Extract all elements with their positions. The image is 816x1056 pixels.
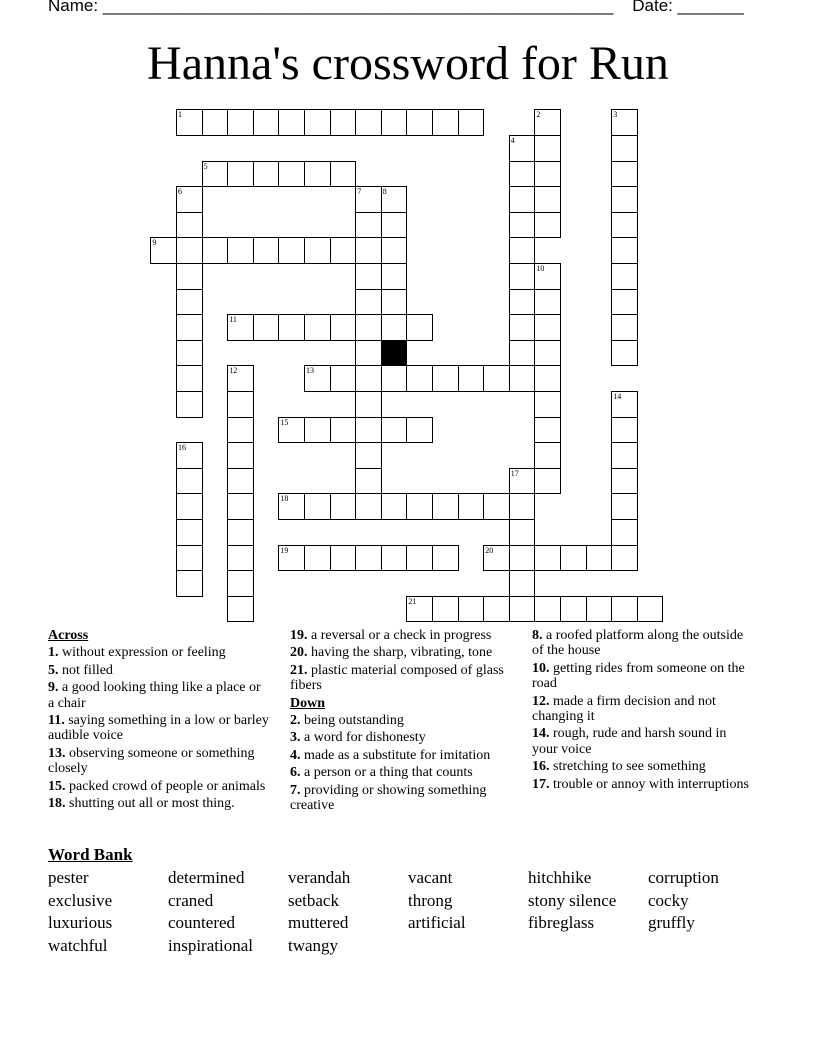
clue-number-label: 10. — [532, 660, 550, 676]
grid-cell[interactable] — [611, 519, 638, 546]
clue-text: plastic material composed of glass fibers — [290, 662, 504, 694]
word-bank-word: pester — [48, 868, 89, 887]
grid-cell[interactable] — [509, 493, 536, 520]
clue-number: 14 — [613, 392, 622, 401]
grid-cell[interactable] — [381, 263, 408, 290]
clue-number: 2 — [536, 110, 541, 120]
word-bank-word: corruption — [648, 868, 719, 887]
across-clue — [290, 628, 512, 643]
down-clue — [532, 726, 754, 757]
grid-cell[interactable] — [611, 109, 638, 136]
grid-cell[interactable] — [509, 237, 536, 264]
grid-cell[interactable] — [534, 314, 561, 341]
grid-cell[interactable] — [330, 365, 357, 392]
clue-number: 8 — [382, 187, 387, 197]
grid-cell[interactable] — [534, 263, 561, 290]
grid-cell[interactable] — [227, 519, 254, 546]
grid-cell[interactable] — [406, 596, 433, 623]
across-heading: Across — [48, 628, 89, 643]
grid-cell[interactable] — [534, 417, 561, 444]
down-clue — [532, 661, 754, 692]
grid-cell[interactable] — [381, 109, 408, 136]
grid-cell[interactable] — [381, 417, 408, 444]
grid-cell[interactable] — [355, 237, 382, 264]
clue-number: 21 — [408, 596, 417, 606]
grid-cell[interactable] — [509, 212, 536, 239]
clue-number-label: 12. — [532, 693, 550, 709]
word-bank-word: cocky — [648, 890, 689, 910]
grid-cell[interactable] — [355, 263, 382, 290]
grid-cell[interactable] — [176, 314, 203, 341]
clue-number: 4 — [510, 136, 515, 145]
clue-number-label: 18. — [48, 796, 66, 812]
word-bank-word: gruffly — [648, 913, 695, 933]
grid-cell[interactable] — [534, 468, 561, 495]
word-bank-title: Word Bank — [48, 845, 133, 864]
clue-text: observing someone or something closely — [48, 745, 255, 777]
grid-cell[interactable] — [509, 314, 536, 341]
grid-cell[interactable] — [611, 237, 638, 264]
grid-cell[interactable] — [509, 545, 536, 572]
grid-cell[interactable] — [534, 109, 561, 136]
grid-cell[interactable] — [227, 237, 254, 264]
clue-number-label: 5. — [48, 662, 59, 678]
grid-cell[interactable] — [509, 596, 536, 623]
clues-column-3 — [532, 628, 754, 794]
grid-cell[interactable] — [278, 417, 305, 444]
down-clue — [290, 713, 512, 728]
grid-cell[interactable] — [406, 109, 433, 136]
clue-number-label: 17. — [532, 776, 550, 792]
grid-cell[interactable] — [509, 135, 536, 162]
grid-cell[interactable] — [381, 493, 408, 520]
clue-text: made as a substitute for imitation — [300, 747, 491, 763]
grid-cell[interactable] — [304, 545, 331, 572]
grid-cell[interactable] — [381, 289, 408, 316]
grid-cell[interactable] — [509, 570, 536, 597]
grid-cell[interactable] — [509, 468, 536, 495]
page-title: Hanna's crossword for Run — [147, 37, 669, 90]
across-clue — [48, 680, 270, 711]
grid-cell[interactable] — [176, 545, 203, 572]
grid-cell[interactable] — [637, 596, 664, 623]
grid-cell[interactable] — [355, 109, 382, 136]
grid-cell[interactable] — [304, 237, 331, 264]
grid-cell[interactable] — [483, 596, 510, 623]
grid-cell[interactable] — [227, 391, 254, 418]
clue-number-label: 8. — [532, 628, 543, 643]
grid-cell[interactable] — [202, 109, 229, 136]
grid-cell[interactable] — [330, 314, 357, 341]
word-bank-word: watchful — [48, 935, 108, 955]
grid-cell[interactable] — [483, 493, 510, 520]
clue-number-label: 13. — [48, 745, 66, 761]
word-bank-word: exclusive — [48, 890, 113, 910]
grid-cell[interactable] — [560, 545, 587, 572]
word-bank-word: hitchhike — [528, 868, 592, 887]
grid-cell[interactable] — [355, 314, 382, 341]
grid-cell[interactable] — [509, 263, 536, 290]
grid-cell[interactable] — [355, 468, 382, 495]
down-clue — [290, 748, 512, 763]
grid-cell[interactable] — [381, 545, 408, 572]
grid-cell[interactable] — [227, 442, 254, 469]
grid-cell[interactable] — [611, 161, 638, 188]
grid-cell[interactable] — [611, 186, 638, 213]
grid-cell[interactable] — [534, 340, 561, 367]
down-clue — [290, 730, 512, 745]
grid-cell[interactable] — [534, 289, 561, 316]
clue-number: 6 — [178, 187, 182, 197]
grid-cell[interactable] — [611, 468, 638, 495]
grid-cell[interactable] — [176, 263, 203, 290]
grid-cell[interactable] — [534, 545, 561, 572]
clue-number-label: 16. — [532, 759, 550, 775]
grid-cell[interactable] — [176, 289, 203, 316]
grid-cell[interactable] — [304, 161, 331, 188]
grid-cell[interactable] — [432, 545, 459, 572]
clue-number-label: 1. — [48, 645, 59, 661]
down-clue — [532, 694, 754, 725]
clue-text: providing or showing something creative — [290, 782, 487, 814]
grid-cell[interactable] — [611, 212, 638, 239]
grid-cell[interactable] — [176, 570, 203, 597]
clue-number: 12 — [229, 366, 238, 376]
grid-cell[interactable] — [253, 237, 280, 264]
grid-cell[interactable] — [406, 417, 433, 444]
clue-text: without expression or feeling — [58, 645, 226, 661]
across-clue — [48, 746, 270, 777]
grid-cell[interactable] — [278, 161, 305, 188]
clue-number-label: 3. — [290, 730, 301, 746]
word-bank-word: countered — [168, 913, 236, 933]
grid-cell[interactable] — [483, 545, 510, 572]
grid-cell[interactable] — [483, 365, 510, 392]
clue-number: 5 — [203, 161, 208, 171]
grid-cell[interactable] — [227, 417, 254, 444]
grid-cell[interactable] — [406, 545, 433, 572]
grid-cell[interactable] — [509, 519, 536, 546]
grid-cell[interactable] — [586, 596, 613, 623]
grid-cell[interactable] — [227, 545, 254, 572]
grid-cell[interactable] — [227, 365, 254, 392]
grid-cell[interactable] — [355, 186, 382, 213]
grid-cell[interactable] — [611, 493, 638, 520]
grid-cell[interactable] — [381, 237, 408, 264]
clue-text: shutting out all or most thing. — [65, 796, 235, 812]
clue-text: a reversal or a check in progress — [307, 628, 492, 643]
grid-cell[interactable] — [509, 161, 536, 188]
grid-cell[interactable] — [432, 596, 459, 623]
across-clue — [290, 663, 512, 694]
clue-number-label: 4. — [290, 747, 301, 763]
across-clue — [48, 663, 270, 678]
grid-cell[interactable] — [355, 442, 382, 469]
word-bank-word: verandah — [288, 868, 351, 887]
grid-cell[interactable] — [355, 545, 382, 572]
grid-cell[interactable] — [176, 365, 203, 392]
grid-cell[interactable] — [509, 365, 536, 392]
clue-number: 19 — [280, 545, 289, 555]
word-bank-word: stony silence — [528, 890, 617, 910]
grid-cell[interactable] — [355, 365, 382, 392]
grid-cell[interactable] — [278, 109, 305, 136]
clue-text: getting rides from someone on the road — [532, 660, 745, 692]
clue-text: rough, rude and harsh sound in your voice — [532, 726, 727, 757]
black-cell — [381, 340, 408, 367]
word-bank-word: setback — [288, 890, 339, 910]
grid-cell[interactable] — [611, 340, 638, 367]
grid-cell[interactable] — [278, 314, 305, 341]
grid-cell[interactable] — [176, 340, 203, 367]
grid-cell[interactable] — [406, 365, 433, 392]
grid-cell[interactable] — [304, 365, 331, 392]
down-heading: Down — [290, 695, 326, 711]
down-clue — [290, 765, 512, 780]
grid-cell[interactable] — [534, 442, 561, 469]
grid-cell[interactable] — [381, 212, 408, 239]
grid-cell[interactable] — [330, 161, 357, 188]
grid-cell[interactable] — [227, 596, 254, 623]
grid-cell[interactable] — [381, 365, 408, 392]
grid-cell[interactable] — [330, 493, 357, 520]
grid-cell[interactable] — [355, 289, 382, 316]
clue-number-label: 6. — [290, 765, 301, 781]
grid-cell[interactable] — [406, 314, 433, 341]
word-bank-word: artificial — [408, 913, 466, 933]
grid-cell[interactable] — [586, 545, 613, 572]
grid-cell[interactable] — [304, 493, 331, 520]
word-bank-word: muttered — [288, 913, 349, 933]
grid-cell[interactable] — [509, 186, 536, 213]
clue-number-label: 9. — [48, 680, 59, 696]
clue-text: a good looking thing like a place or a chair — [48, 680, 261, 711]
grid-cell[interactable] — [176, 468, 203, 495]
down-clue — [532, 759, 754, 774]
grid-cell[interactable] — [176, 109, 203, 136]
grid-cell[interactable] — [355, 417, 382, 444]
clues-column-1 — [48, 628, 270, 813]
grid-cell[interactable] — [227, 109, 254, 136]
down-clue — [532, 628, 754, 659]
grid-cell[interactable] — [509, 289, 536, 316]
grid-cell[interactable] — [534, 135, 561, 162]
grid-cell[interactable] — [611, 596, 638, 623]
clue-text: saying something in a low or barley audible voice — [48, 713, 269, 744]
grid-cell[interactable] — [176, 186, 203, 213]
clue-number: 16 — [178, 443, 186, 453]
grid-cell[interactable] — [534, 186, 561, 213]
grid-cell[interactable] — [611, 442, 638, 469]
grid-cell[interactable] — [304, 109, 331, 136]
clue-text: a person or a thing that counts — [300, 765, 473, 781]
clue-number: 1 — [178, 110, 182, 120]
grid-cell[interactable] — [330, 545, 357, 572]
grid-cell[interactable] — [534, 596, 561, 623]
clue-text: packed crowd of people or animals — [65, 778, 266, 794]
grid-cell[interactable] — [150, 237, 177, 264]
grid-cell[interactable] — [458, 365, 485, 392]
across-clue — [48, 713, 270, 744]
grid-cell[interactable] — [304, 417, 331, 444]
across-clue — [290, 645, 512, 660]
grid-cell[interactable] — [534, 161, 561, 188]
grid-cell[interactable] — [432, 365, 459, 392]
clue-number-label: 14. — [532, 726, 550, 742]
grid-cell[interactable] — [611, 391, 638, 418]
word-bank-word: throng — [408, 890, 453, 910]
clue-number: 9 — [152, 238, 157, 248]
grid-cell[interactable] — [253, 109, 280, 136]
clue-number-label: 20. — [290, 645, 308, 661]
grid-cell[interactable] — [227, 468, 254, 495]
grid-cell[interactable] — [355, 340, 382, 367]
word-bank-word: craned — [168, 890, 214, 910]
grid-cell[interactable] — [458, 596, 485, 623]
grid-cell[interactable] — [432, 493, 459, 520]
grid-cell[interactable] — [253, 161, 280, 188]
clue-text: not filled — [58, 662, 113, 678]
clue-number: 10 — [536, 264, 545, 273]
grid-cell[interactable] — [534, 391, 561, 418]
down-clue — [532, 777, 754, 792]
grid-cell[interactable] — [227, 314, 254, 341]
grid-cell[interactable] — [534, 212, 561, 239]
word-bank-word: luxurious — [48, 913, 113, 933]
clue-number: 17 — [510, 468, 519, 478]
grid-cell[interactable] — [458, 109, 485, 136]
grid-cell[interactable] — [330, 109, 357, 136]
word-bank — [48, 867, 768, 963]
clue-number: 7 — [357, 187, 362, 197]
grid-cell[interactable] — [227, 493, 254, 520]
clues-column-2 — [290, 628, 512, 815]
clue-text: being outstanding — [300, 713, 404, 729]
clue-text: a word for dishonesty — [300, 730, 426, 746]
grid-cell[interactable] — [509, 340, 536, 367]
across-clue — [48, 779, 270, 794]
clue-number-label: 7. — [290, 782, 301, 798]
grid-cell[interactable] — [227, 570, 254, 597]
clue-number-label: 2. — [290, 713, 301, 729]
grid-cell[interactable] — [330, 237, 357, 264]
across-clue — [48, 645, 270, 660]
clue-number: 18 — [280, 494, 289, 504]
grid-cell[interactable] — [278, 493, 305, 520]
grid-cell[interactable] — [355, 212, 382, 239]
grid-cell[interactable] — [202, 161, 229, 188]
clue-text: stretching to see something — [549, 759, 706, 775]
grid-cell[interactable] — [202, 237, 229, 264]
grid-cell[interactable] — [176, 519, 203, 546]
grid-cell[interactable] — [355, 493, 382, 520]
grid-cell[interactable] — [176, 237, 203, 264]
grid-cell[interactable] — [381, 186, 408, 213]
clue-text: trouble or annoy with interruptions — [549, 776, 749, 792]
clue-number: 11 — [229, 315, 237, 325]
clue-text: a roofed platform along the outside of the house — [532, 628, 744, 659]
grid-cell[interactable] — [253, 314, 280, 341]
grid-cell[interactable] — [611, 263, 638, 290]
clue-number-label: 21. — [290, 662, 308, 678]
grid-cell[interactable] — [176, 391, 203, 418]
word-bank-word: inspirational — [168, 935, 253, 955]
word-bank-word: twangy — [288, 935, 339, 955]
grid-cell[interactable] — [432, 109, 459, 136]
grid-cell[interactable] — [611, 314, 638, 341]
clue-number-label: 11. — [48, 713, 65, 729]
grid-cell[interactable] — [611, 289, 638, 316]
grid-cell[interactable] — [534, 365, 561, 392]
clue-number-label: 15. — [48, 778, 66, 794]
grid-cell[interactable] — [611, 417, 638, 444]
word-bank-word: determined — [168, 868, 245, 887]
name-date-line: Name: ______________________________________________________ Date: _______ — [48, 0, 744, 15]
grid-cell[interactable] — [227, 161, 254, 188]
word-bank-word: vacant — [408, 868, 453, 887]
grid-cell[interactable] — [176, 442, 203, 469]
grid-cell[interactable] — [330, 417, 357, 444]
grid-cell[interactable] — [278, 237, 305, 264]
down-clue — [290, 783, 512, 814]
grid-cell[interactable] — [381, 314, 408, 341]
grid-cell[interactable] — [176, 212, 203, 239]
clue-number: 13 — [306, 366, 314, 376]
clue-text: having the sharp, vibrating, tone — [307, 645, 493, 661]
word-bank-word: fibreglass — [528, 913, 595, 933]
grid-cell[interactable] — [611, 135, 638, 162]
grid-cell[interactable] — [406, 493, 433, 520]
clue-text: made a firm decision and not changing it — [532, 693, 716, 725]
clue-number: 3 — [613, 110, 618, 120]
grid-cell[interactable] — [458, 493, 485, 520]
clue-number: 15 — [280, 417, 289, 427]
clue-number-label: 19. — [290, 628, 308, 643]
grid-cell[interactable] — [278, 545, 305, 572]
clue-number: 20 — [485, 545, 494, 555]
across-clue — [48, 796, 270, 811]
grid-cell[interactable] — [176, 493, 203, 520]
grid-cell[interactable] — [560, 596, 587, 623]
grid-cell[interactable] — [304, 314, 331, 341]
grid-cell[interactable] — [611, 545, 638, 572]
grid-cell[interactable] — [355, 391, 382, 418]
